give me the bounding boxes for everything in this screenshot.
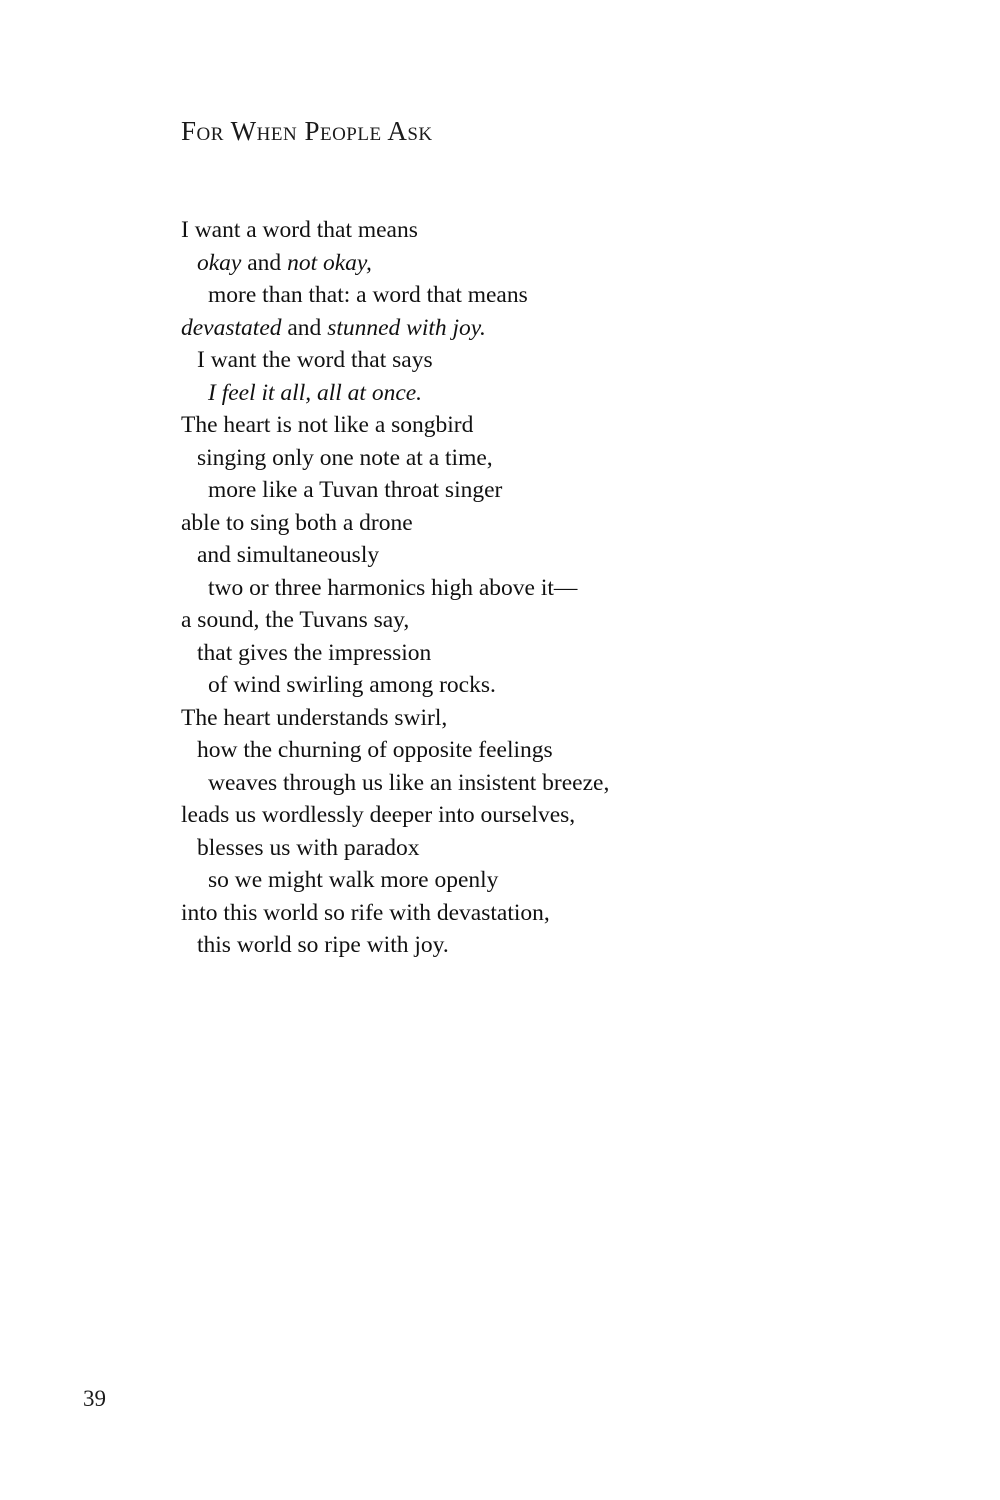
poem-line — [181, 572, 881, 605]
line-text: of wind swirling among rocks. — [208, 672, 496, 698]
poem-line — [181, 799, 881, 832]
line-text: and — [281, 314, 328, 341]
poem-line — [181, 767, 881, 800]
poem-line — [181, 702, 881, 735]
poem-line — [181, 929, 881, 962]
poem-line — [181, 734, 881, 767]
line-text: this world so ripe with joy. — [197, 932, 449, 958]
poem-line — [181, 604, 881, 637]
line-text: weaves through us like an insistent breeze, — [208, 769, 610, 796]
poem-line — [181, 474, 881, 507]
italic-phrase: stunned with joy. — [327, 314, 486, 341]
poem-line — [181, 637, 881, 670]
poem-line — [181, 832, 881, 865]
line-text: blesses us with paradox — [197, 834, 420, 861]
poem-line — [181, 864, 881, 897]
line-text: leads us wordlessly deeper into ourselves, — [181, 802, 576, 828]
line-text: able to sing both a drone — [181, 509, 413, 536]
line-text: singing only one note at a time, — [197, 444, 493, 471]
poem-line — [181, 312, 881, 345]
poem-line — [181, 669, 881, 702]
italic-phrase: I feel it all, all at once. — [208, 379, 423, 406]
line-text: into this world so rife with devastation, — [181, 899, 550, 926]
line-text: more like a Tuvan throat singer — [208, 477, 503, 503]
italic-phrase: devastated — [181, 314, 282, 341]
italic-phrase: not okay, — [287, 249, 372, 276]
poem-line — [181, 897, 881, 930]
line-text: and simultaneously — [197, 542, 380, 568]
line-text: and — [241, 249, 288, 276]
poem-body — [181, 214, 881, 962]
line-text: I want a word that means — [181, 217, 418, 243]
poem-line — [181, 507, 881, 540]
poem-line — [181, 247, 881, 280]
poem-line — [181, 539, 881, 572]
poem-line — [181, 442, 881, 475]
poem-line — [181, 409, 881, 442]
poem-line — [181, 344, 881, 377]
line-text: more than that: a word that means — [208, 282, 528, 308]
line-text: that gives the impression — [197, 639, 432, 666]
line-text: The heart is not like a songbird — [181, 412, 474, 438]
line-text: a sound, the Tuvans say, — [181, 607, 410, 633]
line-text: so we might walk more openly — [208, 867, 499, 893]
line-text: I want the word that says — [197, 347, 433, 373]
page-number: 39 — [83, 1386, 106, 1411]
poem-line — [181, 279, 881, 312]
line-text: two or three harmonics high above it— — [208, 574, 578, 601]
line-text: The heart understands swirl, — [181, 704, 448, 731]
poem-line — [181, 214, 881, 247]
line-text: how the churning of opposite feelings — [197, 737, 553, 763]
poem-line — [181, 377, 881, 410]
poem-title: For When People Ask — [181, 116, 433, 146]
italic-phrase: okay — [197, 249, 242, 276]
